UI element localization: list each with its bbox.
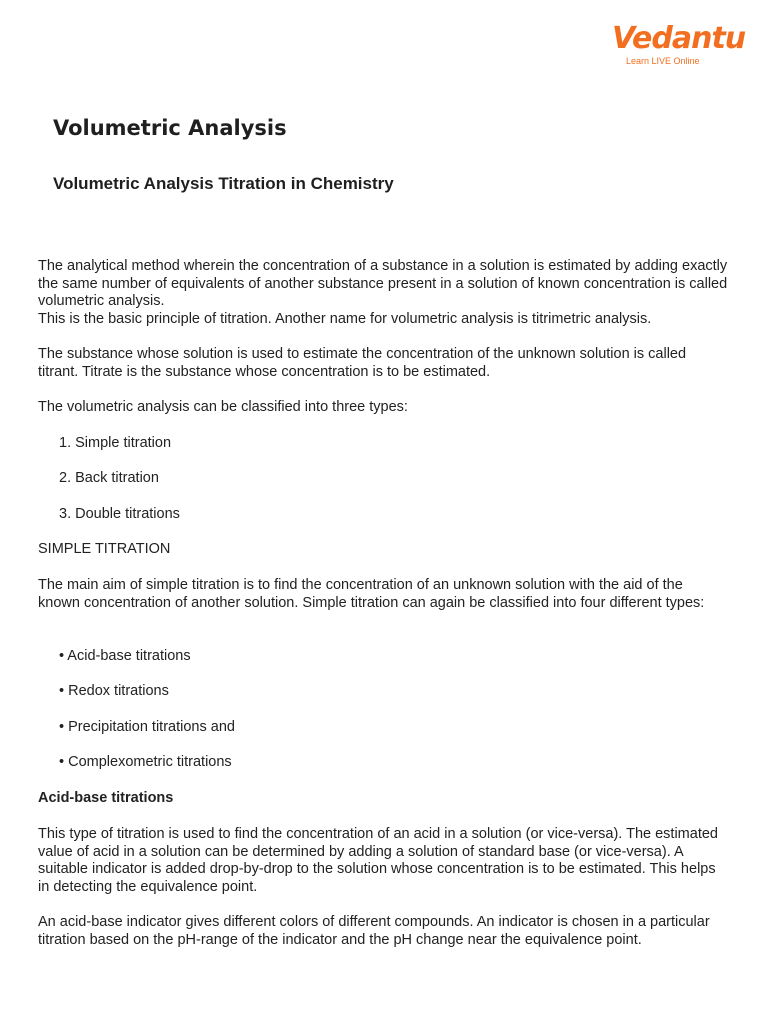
logo-tagline: Learn LIVE Online	[626, 56, 700, 66]
vedantu-logo	[612, 21, 746, 66]
paragraph-simple-aim: The main aim of simple titration is to find the concentration of an unknown solution with the aid of the known concentration of another solution. Simple titration can again be classified into four different types:	[38, 577, 705, 611]
paragraph-classified: The volumetric analysis can be classified into three types:	[38, 399, 408, 415]
list-item-acid-base: • Acid-base titrations	[59, 648, 191, 664]
page-subtitle: Volumetric Analysis Titration in Chemistry	[53, 174, 394, 193]
paragraph-acid-base-2: An acid-base indicator gives different colors of different compounds. An indicator is chosen in a particular titration based on the pH-range of the indicator and the pH change near the equivalence point.	[38, 914, 710, 948]
section-heading-simple-titration: SIMPLE TITRATION	[38, 541, 171, 557]
paragraph-titrant: The substance whose solution is used to estimate the concentration of the unknown solution is called titrant. Titrate is the substance whose concentration is to be estimated.	[38, 346, 687, 380]
list-item-simple-titration: 1. Simple titration	[59, 435, 172, 451]
paragraph-acid-base-1: This type of titration is used to find the concentration of an acid in a solution (or vice-versa). The estimated value of acid in a solution can be determined by adding a solution of standard base (or vice-versa). A suitable indicator is added drop-by-drop to the solution whose concentration is to be estimated. This helps in detecting the equivalence point.	[38, 826, 718, 895]
paragraph-intro-2: This is the basic principle of titration. Another name for volumetric analysis is titrimetric analysis.	[38, 311, 652, 327]
page-title: Volumetric Analysis	[53, 116, 287, 140]
section-heading-acid-base: Acid-base titrations	[38, 790, 174, 806]
list-item-redox: • Redox titrations	[59, 683, 169, 699]
list-item-complexometric: • Complexometric titrations	[59, 754, 232, 770]
paragraph-intro-1: The analytical method wherein the concentration of a substance in a solution is estimated by adding exactly the same number of equivalents of another substance present in a solution of known concentration is called volumetric analysis.	[38, 258, 728, 309]
list-item-back-titration: 2. Back titration	[59, 470, 159, 486]
list-item-precipitation: • Precipitation titrations and	[59, 719, 235, 735]
list-item-double-titrations: 3. Double titrations	[59, 506, 180, 522]
logo-wordmark: Vedantu	[612, 21, 746, 56]
